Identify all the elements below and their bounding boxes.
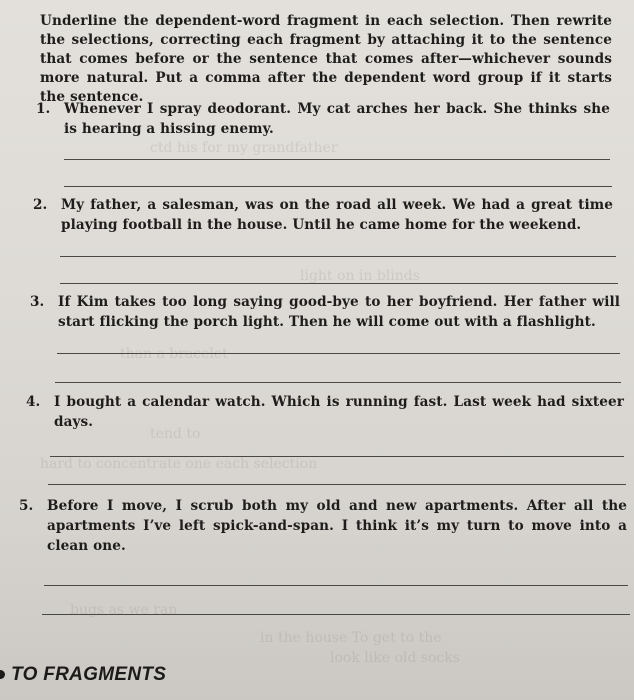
show-through-texture: ctd his for my grandfather light on in blinds than a bracelet tend to hard to concentrate one each selection bugs as we ran in the house To get to the look like old socks [40, 140, 460, 666]
item-text: Before I move, I scrub both my old and new apartments. After all the apartments I’ve left spick-and-span. I think it’s my turn to move into a clean one. [47, 498, 627, 554]
footer-title: TO FRAGMENTS [11, 664, 167, 685]
item-number: 5. [19, 498, 34, 514]
bullet-icon [0, 670, 5, 679]
item-number: 4. [26, 394, 41, 410]
exercise-item-1 [36, 99, 610, 139]
item-text: I bought a calendar watch. Which is running fast. Last week had sixteer days. [54, 394, 624, 430]
item-number: 1. [36, 101, 51, 117]
answer-line[interactable] [44, 585, 628, 586]
answer-line[interactable] [50, 456, 624, 457]
instructions: Underline the dependent-word fragment in each selection. Then rewrite the selections, correcting each fragment by attaching it to the sentence that comes before or the sentence that comes after—whichever sounds more natural. Put a comma after the dependent word group if it starts the sentence. [40, 13, 612, 105]
answer-line[interactable] [60, 256, 616, 257]
answer-line[interactable] [42, 614, 630, 615]
item-text: Whenever I spray deodorant. My cat arches her back. She thinks she is hearing a hissing enemy. [64, 101, 610, 137]
item-text: If Kim takes too long saying good-bye to her boyfriend. Her father will start flicking the porch light. Then he will come out with a flashlight. [58, 294, 620, 330]
section-footer [0, 664, 166, 686]
item-text: My father, a salesman, was on the road all week. We had a great time playing football in the house. Until he came home for the weekend. [61, 197, 613, 233]
answer-line[interactable] [48, 484, 626, 485]
exercise-item-4 [26, 392, 624, 432]
exercise-item-3 [30, 292, 620, 332]
item-number: 2. [33, 197, 48, 213]
answer-line[interactable] [64, 186, 612, 187]
exercise-item-5 [19, 496, 627, 556]
answer-line[interactable] [64, 159, 610, 160]
answer-line[interactable] [60, 283, 618, 284]
answer-line[interactable] [55, 382, 621, 383]
exercise-item-2 [33, 195, 613, 235]
item-number: 3. [30, 294, 45, 310]
answer-line[interactable] [57, 353, 620, 354]
